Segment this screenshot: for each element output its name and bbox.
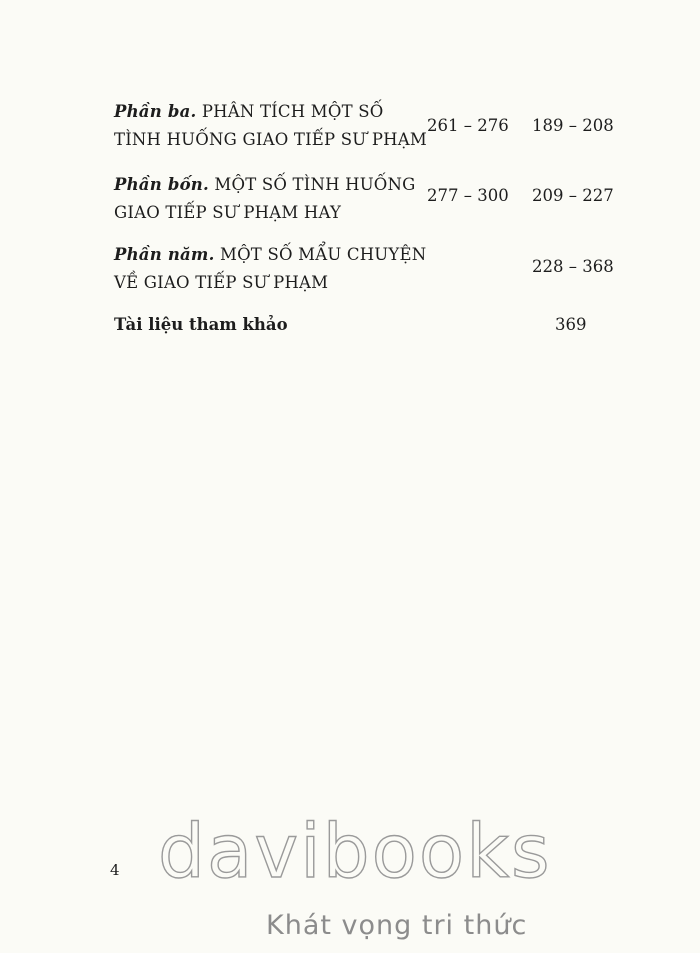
- page-range: 228 – 368: [532, 257, 614, 276]
- part-title: MỘT SỐ TÌNH HUỐNG: [214, 175, 416, 194]
- page-range-original: 277 – 300: [427, 186, 509, 205]
- page-range-original: 261 – 276: [427, 116, 509, 135]
- part-label: Phần bốn.: [114, 175, 209, 194]
- part-title: MỘT SỐ MẨU CHUYỆN: [219, 245, 427, 264]
- references-title: Tài liệu tham khảo: [114, 315, 288, 334]
- part-label: Phần năm.: [114, 245, 215, 264]
- references-page: 369: [555, 315, 587, 334]
- part-label: Phần ba.: [114, 102, 197, 121]
- toc-title-line-2: GIAO TIẾP SƯ PHẠM HAY: [114, 203, 342, 222]
- watermark-tagline: Khát vọng tri thức: [266, 910, 528, 941]
- page-number: 4: [110, 861, 120, 879]
- watermark: [158, 809, 558, 950]
- page-range: 189 – 208: [532, 116, 614, 135]
- watermark-logo: davibooks: [158, 809, 552, 895]
- part-title: PHÂN TÍCH MỘT SỐ: [201, 102, 384, 121]
- page-range: 209 – 227: [532, 186, 614, 205]
- toc-title-line-2: TÌNH HUỐNG GIAO TIẾP SƯ PHẠM: [114, 130, 427, 149]
- toc-title-line-2: VỀ GIAO TIẾP SƯ PHẠM: [114, 273, 329, 292]
